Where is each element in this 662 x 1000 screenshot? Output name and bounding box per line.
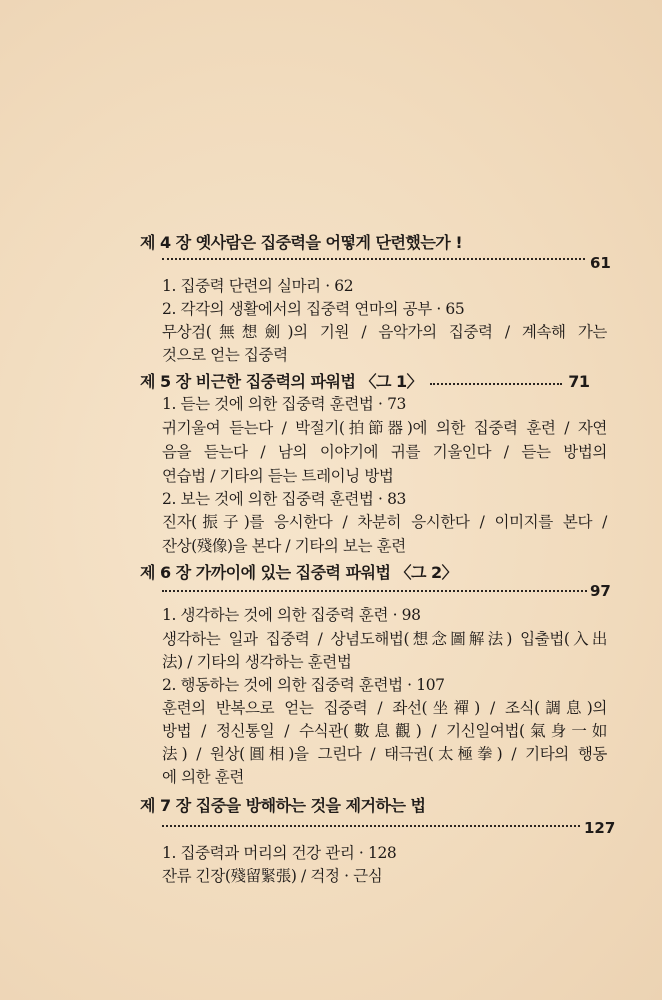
chapter-4-title: 제 4 장 옛사람은 집중력을 어떻게 단련했는가 ! <box>140 233 463 252</box>
ch7-line-2: 잔류 긴장(殘留緊張) / 걱정 · 근심 <box>162 867 383 885</box>
chapter-4-page: 61 <box>590 254 611 272</box>
chapter-5-row <box>140 369 610 392</box>
chapter-7-page: 127 <box>584 819 616 837</box>
chapter-7-title: 제 7 장 집중을 방해하는 것을 제거하는 법 <box>140 796 426 815</box>
ch6-line-6: 방법 / 정신통일 / 수식관(數息觀) / 기신일여법(氣身一如 <box>162 722 607 740</box>
ch6-line-5: 훈련의 반복으로 얻는 집중력 / 좌선(坐禪) / 조식(調息)의 <box>162 699 607 717</box>
ch6-line-1: 1. 생각하는 것에 의한 집중력 훈련 · 98 <box>162 606 421 624</box>
ch7-line-1: 1. 집중력과 머리의 건강 관리 · 128 <box>162 844 397 862</box>
ch6-line-7: 法) / 원상(圓相)을 그린다 / 태극권(太極拳) / 기타의 행동 <box>162 745 607 763</box>
chapter-5-title: 제 5 장 비근한 집중력의 파워법 〈그 1〉 <box>140 372 423 391</box>
ch4-line-4: 것으로 얻는 집중력 <box>162 346 288 364</box>
chapter-7-leader <box>162 815 580 827</box>
ch6-line-8: 에 의한 훈련 <box>162 768 244 786</box>
chapter-5-leader <box>430 381 562 385</box>
ch4-line-2: 2. 각각의 생활에서의 집중력 연마의 공부 · 65 <box>162 300 465 318</box>
ch6-line-4: 2. 행동하는 것에 의한 집중력 훈련법 · 107 <box>162 676 445 694</box>
ch6-line-2: 생각하는 일과 집중력 / 상념도해법(想念圖解法) 입출법(入出 <box>162 630 607 648</box>
ch5-line-6: 진자(振子)를 응시한다 / 차분히 응시한다 / 이미지를 본다 / <box>162 513 607 531</box>
ch5-line-4: 연습법 / 기타의 듣는 트레이닝 방법 <box>162 467 394 485</box>
ch4-line-3: 무상검(無想劍)의 기원 / 음악가의 집중력 / 계속해 가는 <box>162 323 607 341</box>
ch5-line-7: 잔상(殘像)을 본다 / 기타의 보는 훈련 <box>162 537 406 555</box>
ch5-line-3: 음을 듣는다 / 남의 이야기에 귀를 기울인다 / 듣는 방법의 <box>162 443 607 461</box>
ch5-line-5: 2. 보는 것에 의한 집중력 훈련법 · 83 <box>162 490 407 508</box>
chapter-6-page: 97 <box>590 582 611 600</box>
chapter-5-page: 71 <box>568 372 590 391</box>
ch6-line-3: 法) / 기타의 생각하는 훈련법 <box>162 653 352 671</box>
chapter-4-leader <box>162 248 585 260</box>
ch5-line-2: 귀기울여 듣는다 / 박절기(拍節器)에 의한 집중력 훈련 / 자연 <box>162 419 607 437</box>
ch5-line-1: 1. 듣는 것에 의한 집중력 훈련법 · 73 <box>162 395 407 413</box>
ch4-line-1: 1. 집중력 단련의 실마리 · 62 <box>162 277 354 295</box>
chapter-6-title: 제 6 장 가까이에 있는 집중력 파워법 〈그 2〉 <box>140 563 458 582</box>
chapter-6-leader <box>162 580 587 592</box>
